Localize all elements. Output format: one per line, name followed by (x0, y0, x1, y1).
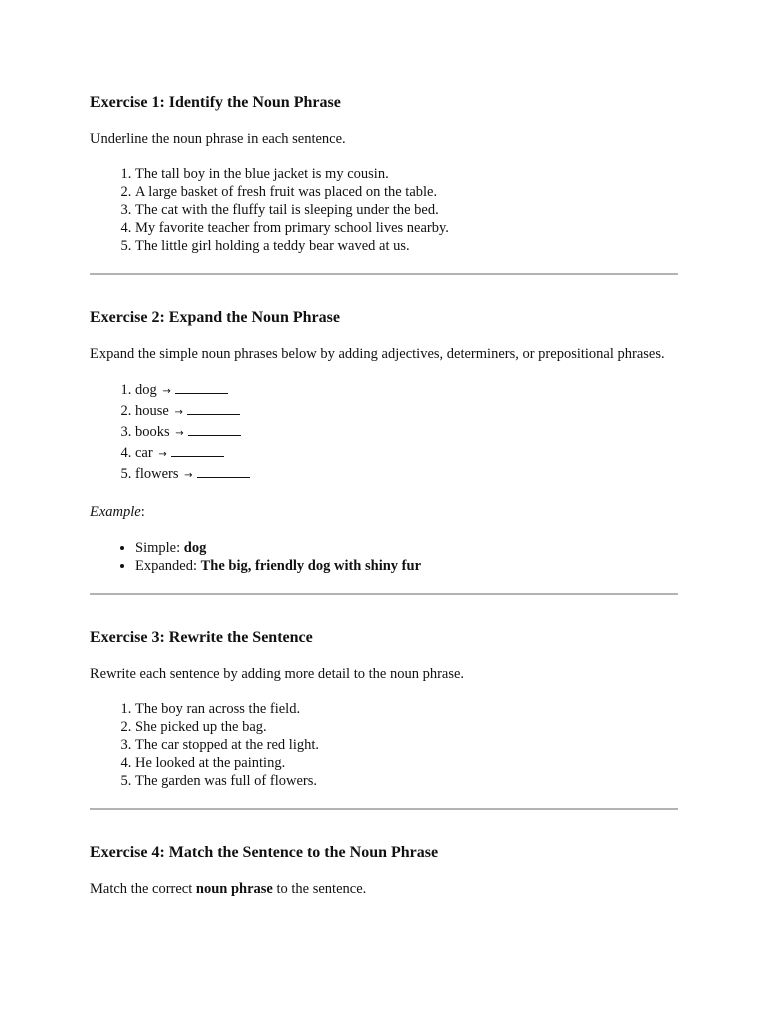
simple-label: Simple: (135, 540, 181, 556)
list-item: 1. The tall boy in the blue jacket is my cousin. (135, 165, 678, 183)
example-colon: : (140, 504, 145, 520)
list-item: 1. The boy ran across the field. (135, 700, 678, 718)
list-item: 5. The little girl holding a teddy bear waved at us. (135, 237, 678, 255)
list-item: 4. My favorite teacher from primary school lives nearby. (135, 219, 678, 237)
exercise-2-instruction: Expand the simple noun phrases below by adding adjectives, determiners, or prepositional phrases. (90, 346, 665, 362)
word: car (135, 445, 153, 461)
list-item (135, 557, 678, 575)
worksheet (90, 0, 678, 898)
instruction-text: Match the correct (90, 881, 196, 897)
list-item: 2. She picked up the bag. (135, 718, 678, 736)
answer-blank (188, 422, 241, 436)
expanded-label: Expanded: (135, 558, 198, 574)
list-item (135, 401, 678, 422)
list-item (135, 380, 678, 401)
exercise-3-title: Exercise 3: Rewrite the Sentence (90, 629, 313, 646)
arrow-icon: → (175, 428, 184, 439)
list-item: 4. He looked at the painting. (135, 754, 678, 772)
list-item: 3. The car stopped at the red light. (135, 736, 678, 754)
list-item (135, 443, 678, 464)
expanded-value: The big, friendly dog with shiny fur (200, 558, 422, 574)
instruction-text: to the sentence. (272, 881, 367, 897)
list-item (135, 422, 678, 443)
list-item (135, 539, 678, 557)
exercise-1-title: Exercise 1: Identify the Noun Phrase (90, 94, 341, 111)
exercise-4-instruction (90, 880, 678, 898)
word: flowers (135, 466, 179, 482)
word: dog (135, 382, 157, 398)
word: books (135, 424, 170, 440)
answer-blank (175, 380, 228, 394)
instruction-bold: noun phrase (195, 881, 273, 897)
arrow-icon: → (158, 449, 167, 460)
arrow-icon: → (174, 407, 183, 418)
exercise-2-list (90, 380, 678, 485)
exercise-1-list (90, 165, 678, 255)
answer-blank (197, 464, 250, 478)
arrow-icon: → (162, 386, 171, 397)
exercise-2-title: Exercise 2: Expand the Noun Phrase (90, 309, 340, 326)
exercise-3-list (90, 700, 678, 790)
exercise-3-instruction: Rewrite each sentence by adding more detail to the noun phrase. (90, 666, 465, 682)
list-item: 3. The cat with the fluffy tail is sleeping under the bed. (135, 201, 678, 219)
arrow-icon: → (184, 470, 193, 481)
example-label: Example (90, 504, 141, 520)
word: house (135, 403, 169, 419)
answer-blank (171, 443, 224, 457)
exercise-4-title: Exercise 4: Match the Sentence to the Noun Phrase (90, 844, 439, 861)
example-list (90, 539, 678, 575)
answer-blank (187, 401, 240, 415)
list-item (135, 464, 678, 485)
example-heading (90, 503, 678, 521)
exercise-1-instruction: Underline the noun phrase in each sentence. (90, 131, 346, 147)
simple-value: dog (183, 540, 207, 556)
list-item: 2. A large basket of fresh fruit was placed on the table. (135, 183, 678, 201)
list-item: 5. The garden was full of flowers. (135, 772, 678, 790)
